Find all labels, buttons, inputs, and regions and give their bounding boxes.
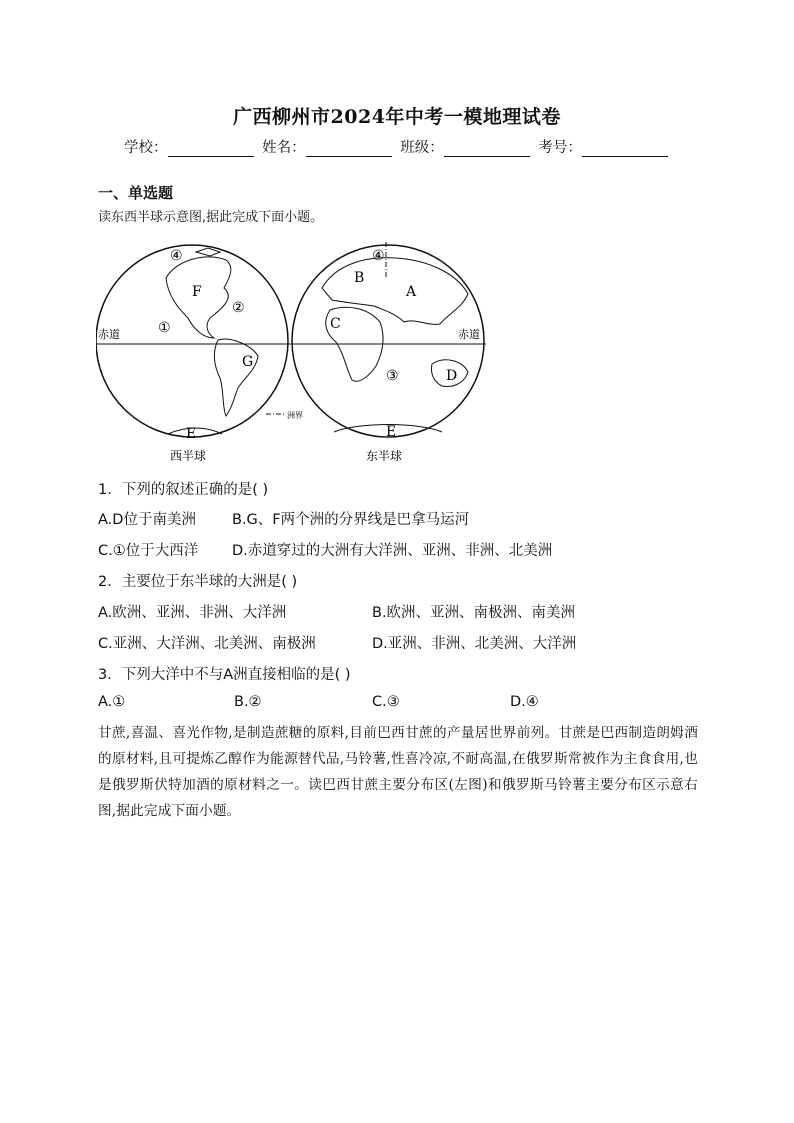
equator-label-east: 赤道 — [458, 328, 480, 341]
class-label: 班级： — [400, 140, 444, 156]
section-heading: 一、单选题 — [98, 184, 174, 202]
student-info-fields — [124, 136, 672, 157]
q2-option-c[interactable]: C.亚洲、大洋洲、北美洲、南极洲 — [98, 636, 316, 652]
question-3-stem: 3．下列大洋中不与A洲直接相临的是( ) — [98, 667, 351, 683]
q3-option-d[interactable]: D.④ — [510, 694, 539, 710]
label-G: G — [242, 354, 254, 370]
q3-option-a[interactable]: A.① — [98, 694, 126, 710]
label-west-E: E — [186, 426, 197, 442]
q1-option-b[interactable]: B.G、F两个洲的分界线是巴拿马运河 — [232, 512, 470, 528]
q2-option-d[interactable]: D.亚洲、非洲、北美洲、大洋洲 — [372, 636, 577, 652]
reading-passage: 甘蔗,喜温、喜光作物,是制造蔗糖的原料,目前巴西甘蔗的产量居世界前列。甘蔗是巴西制造朗姆酒的原材料,且可提炼乙醇作为能源替代品,马铃薯,性喜冷凉,不耐高温,在俄罗斯常被作为主食食用,也是俄罗斯伏特加酒的原材料之一。读巴西甘蔗主要分布区(左图)和俄罗斯马铃薯主要分布区示意右图,据此完成下面小题。 — [98, 725, 698, 819]
label-east-3: ③ — [386, 368, 399, 384]
q1-option-a[interactable]: A.D位于南美洲 — [98, 512, 196, 528]
east-hemisphere-caption: 东半球 — [366, 449, 403, 463]
q1-option-d[interactable]: D.赤道穿过的大洲有大洋洲、亚洲、非洲、北美洲 — [232, 543, 553, 559]
q3-option-b[interactable]: B.② — [234, 694, 262, 710]
label-F: F — [192, 284, 202, 300]
q1-option-c[interactable]: C.①位于大西洋 — [98, 543, 199, 559]
q2-option-a[interactable]: A.欧洲、亚洲、非洲、大洋洲 — [98, 605, 287, 621]
q3-option-c[interactable]: C.③ — [372, 694, 400, 710]
label-east-E: E — [386, 424, 397, 440]
number-blank[interactable] — [582, 142, 668, 157]
hemispheres-map — [96, 238, 496, 468]
school-label: 学校： — [124, 140, 168, 156]
name-label: 姓名： — [262, 140, 306, 156]
label-west-2: ② — [232, 300, 245, 316]
class-blank[interactable] — [444, 142, 530, 157]
label-C: C — [330, 316, 341, 332]
exam-title: 广西柳州市2024年中考一模地理试卷 — [233, 106, 561, 128]
label-west-4: ④ — [170, 248, 183, 264]
south-america-shape — [214, 339, 258, 416]
label-D: D — [446, 368, 458, 384]
school-blank[interactable] — [168, 142, 254, 157]
legend-label: 洲界 — [287, 411, 303, 420]
section-intro: 读东西半球示意图,据此完成下面小题。 — [98, 210, 324, 225]
question-1-stem: 1．下列的叙述正确的是( ) — [98, 482, 269, 498]
eastern-hemisphere — [292, 242, 486, 463]
name-blank[interactable] — [306, 142, 392, 157]
eurasia-shape — [322, 258, 468, 325]
label-east-4: ④ — [372, 248, 385, 264]
label-A: A — [406, 284, 417, 300]
label-west-1: ① — [158, 320, 171, 336]
label-B: B — [354, 270, 365, 286]
western-hemisphere — [96, 245, 303, 463]
number-label: 考号： — [538, 140, 582, 156]
west-hemisphere-caption: 西半球 — [170, 449, 207, 463]
question-2-stem: 2．主要位于东半球的大洲是( ) — [98, 574, 298, 590]
equator-label-west: 赤道 — [98, 328, 120, 341]
q2-option-b[interactable]: B.欧洲、亚洲、南极洲、南美洲 — [372, 605, 576, 621]
